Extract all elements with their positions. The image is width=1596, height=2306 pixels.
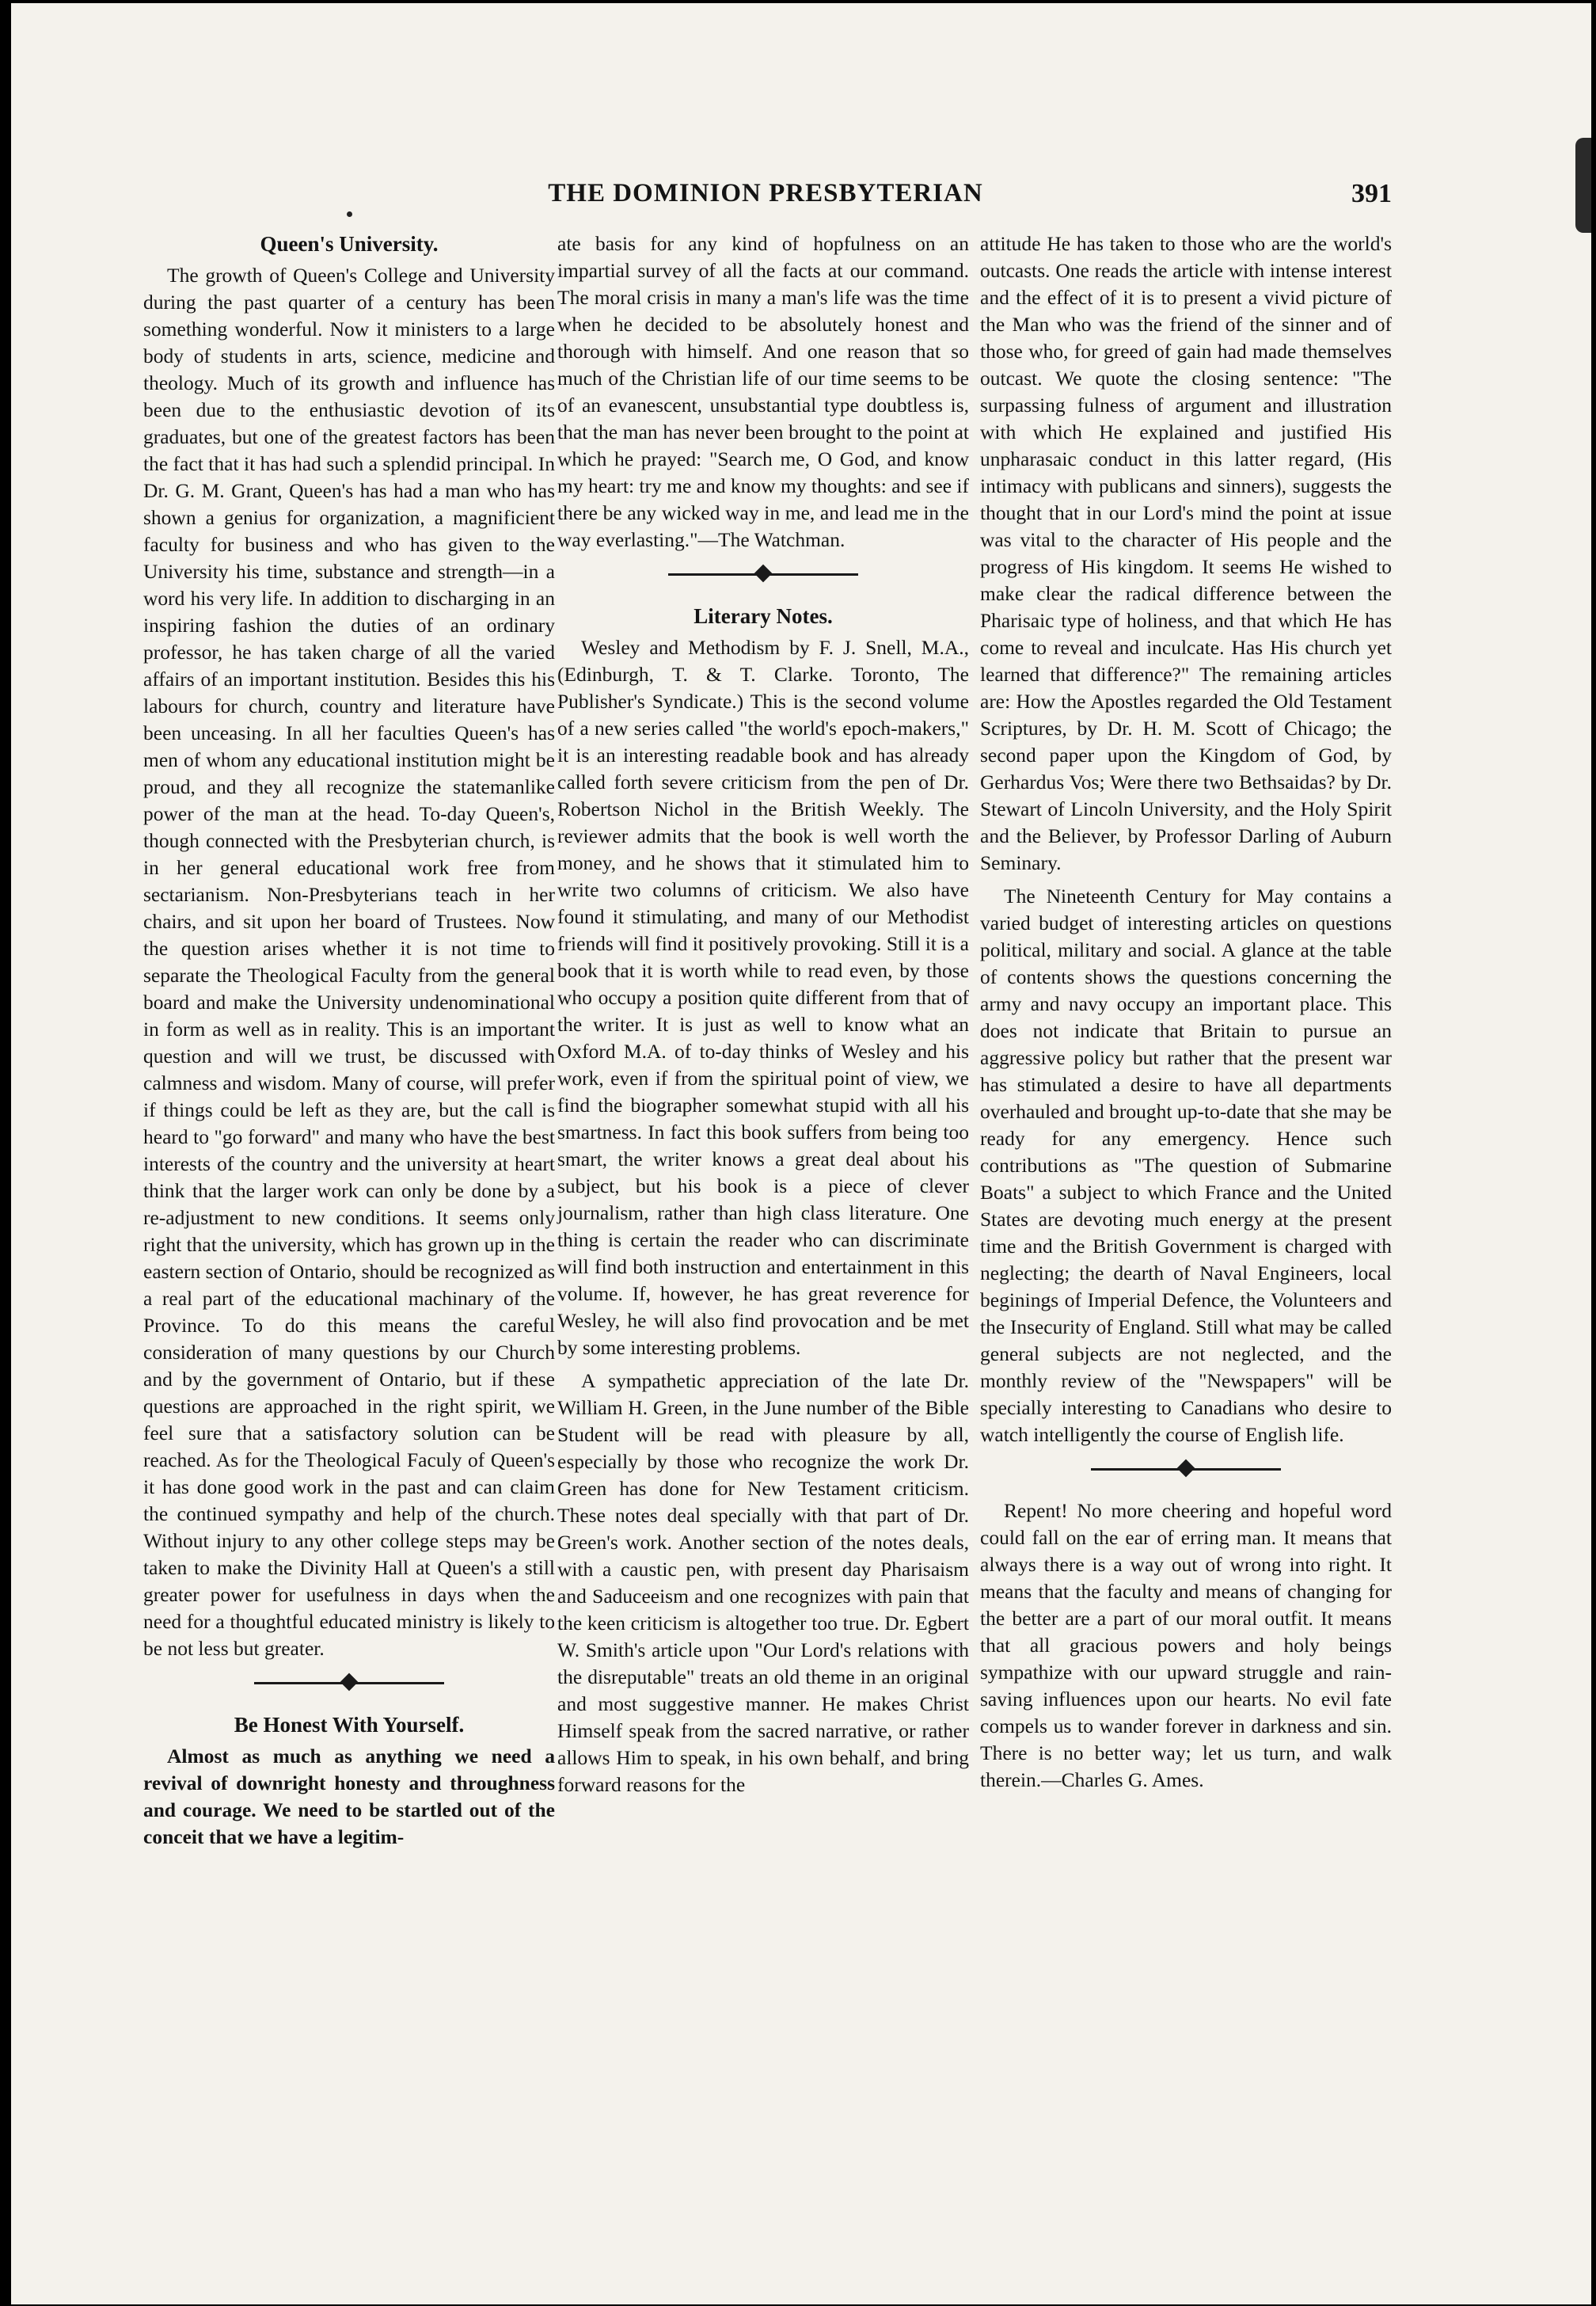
- column-3: [980, 230, 1392, 1800]
- page-number: 391: [1351, 179, 1392, 208]
- article-paragraph: Almost as much as anything we need a revival of downright honesty and throughness and courage. We need to be startled out of the conceit that we have a legitim-: [143, 1745, 555, 1848]
- article-paragraph: ate basis for any kind of hopfulness on an impartial survey of all the facts at our command. The moral crisis in many a man's life was the time when he decided to be absolutely honest and thorough with himself. And one reason that so much of the Christian life of our time seems to be of an evanescent, unsubstantial type doubtless is, that the man has never been brought to the point at which he prayed: "Search me, O God, and know my heart: try me and know my thoughts: and see if there be any wicked way in me, and lead me in the way everlasting."—The Watchman.: [557, 232, 969, 551]
- section-divider: [980, 1455, 1392, 1483]
- diamond-ornament-icon: [340, 1673, 359, 1691]
- column-1: [143, 230, 555, 1857]
- page-edge-mark: [1575, 138, 1591, 233]
- article-paragraph: attitude He has taken to those who are the world's outcasts. One reads the article with intense interest and the effect of it is to present a vivid picture of the Man who was the friend of the sinner and of those who, for greed of gain had made themselves outcast. We quote the closing sentence: "The surpassing fulness of argument and illustration with which He explained and justified His unpharasaic conduct in this latter regard, (His intimacy with publicans and sinners), suggests the thought that in our Lord's mind the point at issue was vital to the character of His people and the progress of His kingdom. It seems He wished to make clear the radical difference between the Pharisaic type of holiness, and that which He has come to reveal and inculcate. Has His church yet learned that difference?" The remaining articles are: How the Apostles regarded the Old Testament Scriptures, by Dr. H. M. Scott of Chicago; the second paper upon the Kingdom of God, by Gerhardus Vos; Were there two Bethsaidas? by Dr. Stewart of Lincoln University, and the Holy Spirit and the Believer, by Professor Darling of Auburn Seminary.: [980, 232, 1392, 874]
- section-divider: [557, 560, 969, 588]
- article-paragraph: Wesley and Methodism by F. J. Snell, M.A., (Edinburgh, T. & T. Clarke. Toronto, The Publisher's Syndicate.) This is the second volume of a new series called "the world's epoch-makers," it is an interesting readable book and has already called forth severe criticism from the pen of Dr. Robertson Nichol in the British Weekly. The reviewer admits that the book is well worth the money, and he shows that it stimulated him to write two columns of criticism. We also have found it stimulating, and many of our Methodist friends will find it positively provoking. Still it is a book that it is worth while to read even, by those who occupy a position quite different from that of the writer. It is just as well to know what an Oxford M.A. of to-day thinks of Wesley and his work, even if from the spiritual point of view, we find the biographer somewhat stupid with all his smartness. In fact this book suffers from being too smart, the writer knows a great deal about his subject, but his book is a piece of clever journalism, rather than high class literature. One thing is certain the reader who can discriminate will find both instruction and entertainment in this volume. If, however, he has great reverence for Wesley, he will also find provocation and be met by some interesting problems.: [557, 636, 969, 1359]
- masthead-title: THE DOMINION PRESBYTERIAN: [548, 179, 983, 207]
- article-heading-queens-university: Queen's University.: [260, 232, 439, 256]
- section-divider: [143, 1669, 555, 1697]
- diamond-ornament-icon: [1177, 1459, 1195, 1478]
- diamond-ornament-icon: [754, 565, 773, 583]
- ink-dot: [347, 211, 352, 217]
- newspaper-page: [11, 3, 1591, 2304]
- article-paragraph: A sympathetic appreciation of the late Dr. William H. Green, in the June number of the Bible Student will be read with pleasure by all, especially by those who recognize the work Dr. Green has done for New Testament criticism. These notes deal specially with that part of Dr. Green's work. Another section of the notes deals, with a caustic pen, with present day Pharisaism and Saduceeism and one recognizes with pain that the keen criticism is altogether too true. Dr. Egbert W. Smith's article upon "Our Lord's relations with the disreputable" treats an old theme in an original and most suggestive manner. He makes Christ Himself speak from the sacred narrative, or rather allows Him to speak, in his own behalf, and bring forward reasons for the: [557, 1369, 969, 1796]
- article-paragraph: The growth of Queen's College and University during the past quarter of a century has been something wonderful. Now it ministers to a large body of students in arts, science, medicine and theology. Much of its growth and influence has been due to the enthusiastic devotion of its graduates, but one of the greatest factors has been the fact that it has had such a splendid principal. In Dr. G. M. Grant, Queen's has had a man who has shown a genius for organization, a magnificient faculty for business and who has given to the University his time, substance and strength—in a word his very life. In addition to discharging in an inspiring fashion the duties of an ordinary professor, he has taken charge of all the varied affairs of an important institution. Besides this his labours for church, country and literature have been unceasing. In all her faculties Queen's has men of whom any educational institution might be proud, and they all recognize the statemanlike power of the man at the head. To-day Queen's, though connected with the Presbyterian church, is in her general educational work free from sectarianism. Non-Presbyterians teach in her chairs, and sit upon her board of Trustees. Now the question arises whether it is not time to separate the Theological Faculty from the general board and make the University undenominational in form as well as in reality. This is an important question and will we trust, be discussed with calmness and wisdom. Many of course, will prefer if things could be left as they are, but the call is heard to "go forward" and many who have the best interests of the country and the university at heart think that the larger work can only be done by a re-adjustment to new conditions. It seems only right that the university, which has grown up in the eastern section of Ontario, should be recognized as a real part of the educational machinary of the Province. To do this means the careful consideration of many questions by our Church and by the government of Ontario, but if these questions are approached in the right spirit, we feel sure that a satisfactory solution can be reached. As for the Theological Faculy of Queen's it has done good work in the past and can claim the continued sympathy and help of the church. Without injury to any other college steps may be taken to make the Divinity Hall at Queen's a still greater power for usefulness in days when the need for a thoughtful educated ministry is likely to be not less but greater.: [143, 264, 555, 1660]
- column-2: [557, 230, 969, 1805]
- article-heading-literary-notes: Literary Notes.: [694, 604, 833, 628]
- article-heading-be-honest: Be Honest With Yourself.: [234, 1713, 465, 1737]
- article-paragraph: The Nineteenth Century for May contains a varied budget of interesting articles on questions political, military and social. A glance at the table of contents shows the questions concerning the army and navy occupy an important place. This does not indicate that Britain to pursue an aggressive policy but rather that the present war has stimulated a desire to have all departments overhauled and brought up-to-date that she may be ready for any emergency. Hence such contributions as "The question of Submarine Boats" a subject to which France and the United States are devoting much energy at the present time and the British Government is charged with neglecting; the dearth of Naval Engineers, local beginings of Imperial Defence, the Volunteers and the Insecurity of England. Still what may be called general subjects are not neglected, and the monthly review of the "Newspapers" will be specially interesting to Canadians who desire to watch intelligently the course of English life.: [980, 885, 1392, 1446]
- article-paragraph: Repent! No more cheering and hopeful word could fall on the ear of erring man. It means that always there is a way out of wrong into right. It means that the faculty and means of changing for the better are a part of our moral outfit. It means that all gracious powers and holy beings sympathize with our upward struggle and rain-saving influences upon our hearts. No evil fate compels us to wander forever in darkness and sin. There is no better way; let us turn, and walk therein.—Charles G. Ames.: [980, 1499, 1392, 1791]
